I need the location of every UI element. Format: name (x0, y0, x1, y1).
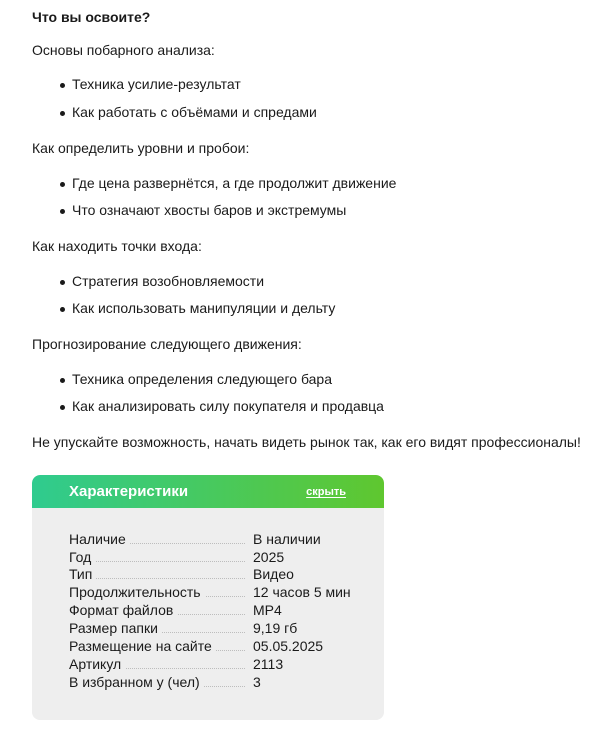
specs-card (32, 475, 384, 720)
list-item: Как использовать манипуляции и дельту (72, 300, 336, 316)
specs-card-title: Характеристики (69, 483, 189, 500)
spec-label: Артикул (69, 656, 125, 672)
list-item: Что означают хвосты баров и экстремумы (72, 202, 347, 218)
spec-label: Формат файлов (69, 602, 177, 618)
spec-row-type (69, 566, 349, 584)
spec-value: 12 часов 5 мин (253, 584, 351, 600)
list-item: Техника усилие-результат (72, 76, 241, 92)
hide-specs-link[interactable]: скрыть (306, 486, 346, 498)
spec-label: Размер папки (69, 620, 162, 636)
spec-row-article (69, 656, 349, 674)
spec-row-favorites (69, 674, 349, 692)
spec-value: 3 (253, 674, 261, 690)
spec-label: Продолжительность (69, 584, 205, 600)
spec-value: 2025 (253, 549, 285, 565)
spec-row-duration (69, 584, 349, 602)
spec-value: MP4 (253, 602, 282, 618)
section-title: Прогнозирование следующего движения: (32, 336, 302, 352)
spec-row-year (69, 549, 349, 567)
closing-text: Не упускайте возможность, начать видеть рынок так, как его видят профессионалы! (32, 434, 581, 450)
spec-row-folder-size (69, 620, 349, 638)
spec-row-published (69, 638, 349, 656)
specs-card-header (32, 475, 384, 508)
list-item: Где цена развернётся, а где продолжит движение (72, 175, 397, 191)
section-title: Как определить уровни и пробои: (32, 140, 250, 156)
spec-row-availability (69, 531, 349, 549)
section-heading: Что вы освоите? (32, 9, 151, 25)
section-title: Основы побарного анализа: (32, 42, 215, 58)
list-item: Стратегия возобновляемости (72, 273, 265, 289)
spec-label: Размещение на сайте (69, 638, 216, 654)
spec-label: Наличие (69, 531, 130, 547)
dotted-leader (69, 561, 245, 562)
spec-value: 9,19 гб (253, 620, 298, 636)
spec-value: 2113 (253, 656, 284, 672)
spec-value: В наличии (253, 531, 321, 547)
spec-label: В избранном у (чел) (69, 674, 204, 690)
section-title: Как находить точки входа: (32, 238, 202, 254)
list-item: Техника определения следующего бара (72, 371, 332, 387)
list-item: Как анализировать силу покупателя и продавца (72, 398, 384, 414)
spec-value: Видео (253, 566, 294, 582)
spec-label: Год (69, 549, 95, 565)
spec-label: Тип (69, 566, 96, 582)
list-item: Как работать с объёмами и спредами (72, 104, 317, 120)
spec-value: 05.05.2025 (253, 638, 324, 654)
spec-row-file-format (69, 602, 349, 620)
